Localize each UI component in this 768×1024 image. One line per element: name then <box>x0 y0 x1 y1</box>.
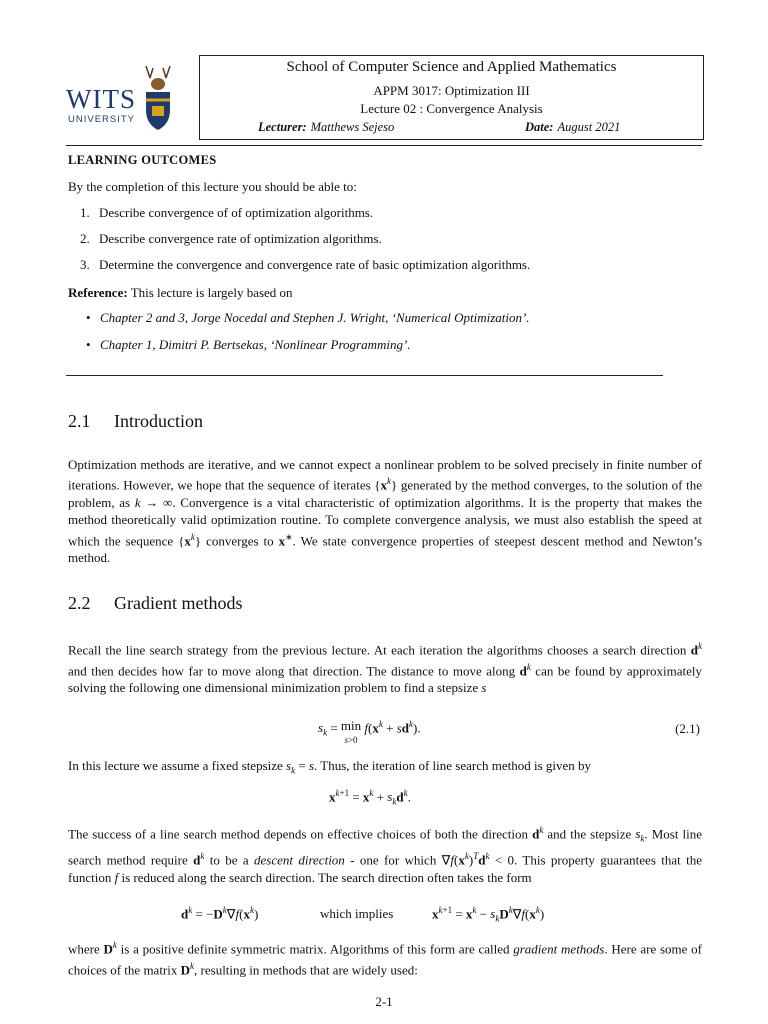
learning-outcomes-heading: LEARNING OUTCOMES <box>68 153 217 167</box>
date-line <box>525 120 620 135</box>
school-name: School of Computer Science and Applied Mathematics <box>286 59 617 75</box>
reference-label: Reference: <box>68 285 128 300</box>
equation-direction: $d^k = -D^k\nabla f(x^k)$ <box>181 905 259 922</box>
gradient-methods-paragraph: where $D^k$ is a positive definite symmetric matrix. Algorithms of this form are called gradient methods. Here are some of choices of the matrix $D^k$, resulting in methods that are widely used: <box>68 940 702 977</box>
lecturer-name: Matthews Sejeso <box>310 120 395 134</box>
date-label: Date: <box>525 120 554 134</box>
outcome-item: 3. Determine the convergence and convergence rate of basic optimization algorithms. <box>80 257 531 272</box>
outcomes-divider <box>66 375 663 376</box>
section-title: Introduction <box>114 411 203 431</box>
descent-direction-paragraph: The success of a line search method depends on effective choices of both the direction $d^k$ and the stepsize $s_k$. Most line search method require $d^k$ to be a descent direction - one for which $\nabla f(x^k)^Td^k < 0$. This property guarantees that the function f is reduced along the search direction. The search direction often takes the form <box>68 825 702 885</box>
outcome-item: 2. Describe convergence rate of optimization algorithms. <box>80 231 382 246</box>
equation-iteration: $x^{k+1} = x^k + s_kd^k$. <box>329 788 411 807</box>
outcome-text: Describe convergence of of optimization algorithms. <box>99 205 374 220</box>
fixed-stepsize-paragraph: In this lecture we assume a fixed stepsize $s_k = s$. Thus, the iteration of line search method is given by <box>68 758 592 776</box>
date-value: August 2021 <box>557 120 621 134</box>
reference-text: This lecture is largely based on <box>130 285 293 300</box>
lecture-header-box <box>199 55 704 140</box>
introduction-paragraph: Optimization methods are iterative, and we cannot expect a nonlinear problem to be solved precisely in finite number of iterations. However, we hope that the sequence of iterates $\{x^k\}$ generated by the method converges, to the solution of the problem, as k → ∞. Convergence is a vital characteristic of optimization algorithms. It is the property that makes the method theoretically valid optimization routine. To complete convergence analysis, we must also establish the speed at which the sequence $\{x^k\}$ converges to x∗. We state convergence properties of steepest descent method and Newton’s method. <box>68 457 703 566</box>
equation-gradient-update: $x^{k+1} = x^k - s_kD^k\nabla f(x^k)$ <box>432 905 545 924</box>
reference-item: • Chapter 1, Dimitri P. Bertsekas, ‘Nonlinear Programming’. <box>86 337 411 352</box>
reference-citation: Chapter 2 and 3, Jorge Nocedal and Stephen J. Wright, ‘Numerical Optimization’. <box>100 310 530 325</box>
page-number: 2-1 <box>375 994 393 1009</box>
lecturer-line <box>258 120 394 135</box>
section-number: 2.1 <box>68 411 91 431</box>
equation-connector: which implies <box>320 906 394 921</box>
lecture-title: Lecture 02 : Convergence Analysis <box>360 101 543 116</box>
outcome-text: Determine the convergence and convergence rate of basic optimization algorithms. <box>99 257 531 272</box>
learning-intro: By the completion of this lecture you should be able to: <box>68 179 357 194</box>
section-number: 2.2 <box>68 593 91 613</box>
reference-line <box>68 284 702 301</box>
header-divider <box>66 145 702 146</box>
logo-subtitle: UNIVERSITY <box>68 114 136 125</box>
section-title: Gradient methods <box>114 593 243 613</box>
reference-citation: Chapter 1, Dimitri P. Bertsekas, ‘Nonlinear Programming’. <box>100 337 411 352</box>
reference-item: • Chapter 2 and 3, Jorge Nocedal and Stephen J. Wright, ‘Numerical Optimization’. <box>86 310 530 325</box>
outcome-text: Describe convergence rate of optimization algorithms. <box>99 231 382 246</box>
logo-wordmark: WITS <box>66 84 136 114</box>
lecturer-label: Lecturer: <box>258 120 307 134</box>
course-title: APPM 3017: Optimization III <box>373 83 530 98</box>
equation-stepsize: $s_k = \min$ s>0 $f(x^k + sd^k)$. <box>318 718 421 745</box>
equation-number: (2.1) <box>675 721 700 736</box>
section-heading-introduction <box>68 411 203 432</box>
wits-logo <box>66 62 176 134</box>
section-heading-gradient-methods <box>68 593 242 614</box>
outcome-item: 1. Describe convergence of of optimization algorithms. <box>80 205 374 220</box>
line-search-paragraph: Recall the line search strategy from the previous lecture. At each iteration the algorithms chooses a search direction $d^k$ and then decides how far to move along that direction. The distance to move along $d^k$ can be found by approximately solving the following one dimensional minimization problem to find a stepsize s <box>68 641 702 696</box>
crest-icon <box>142 64 174 134</box>
